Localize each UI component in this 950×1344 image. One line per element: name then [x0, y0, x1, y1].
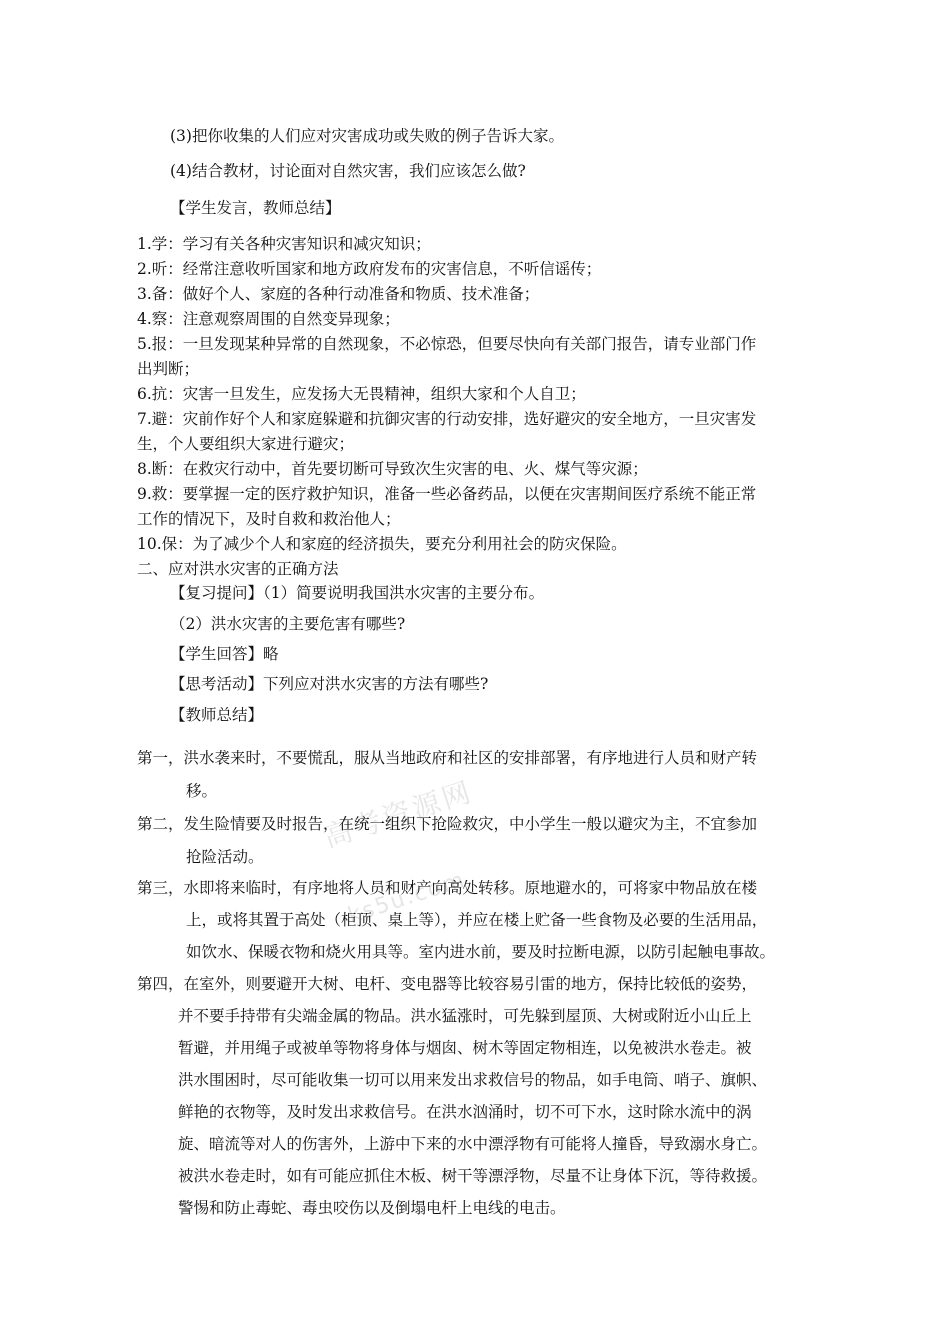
- watermark-text: 高考资源网: [319, 774, 478, 855]
- list-item-4: 4.察：注意观察周围的自然变异现象；: [137, 310, 400, 328]
- watermark-url: ks5u.com: [345, 867, 469, 929]
- point-4-cont-2: 暂避，并用绳子或被单等物将身体与烟囱、树木等固定物相连，以免被洪水卷走。被: [178, 1039, 752, 1057]
- list-item-9: 9.救：要掌握一定的医疗救护知识，准备一些必备药品，以便在灾害期间医疗系统不能正常: [137, 485, 757, 503]
- list-item-3: 3.备：做好个人、家庭的各种行动准备和物质、技术准备；: [137, 285, 540, 303]
- teacher-summary-label: 【教师总结】: [170, 706, 264, 724]
- point-4-cont-6: 被洪水卷走时，如有可能应抓住木板、树干等漂浮物，尽量不让身体下沉，等待救援。: [178, 1167, 768, 1185]
- section-label-student-teacher: 【学生发言，教师总结】: [170, 199, 341, 217]
- point-4-cont-7: 警惕和防止毒蛇、毒虫咬伤以及倒塌电杆上电线的电击。: [178, 1199, 566, 1217]
- review-question-2: （2）洪水灾害的主要危害有哪些?: [170, 615, 406, 633]
- point-4-cont-5: 旋、暗流等对人的伤害外，上游中下来的水中漂浮物有可能将人撞昏，导致溺水身亡。: [178, 1135, 768, 1153]
- point-4-cont-3: 洪水围困时，尽可能收集一切可以用来发出求救信号的物品，如手电筒、哨子、旗帜、: [178, 1071, 768, 1089]
- list-item-10: 10.保：为了减少个人和家庭的经济损失，要充分利用社会的防灾保险。: [137, 535, 627, 553]
- section-heading-flood: 二、应对洪水灾害的正确方法: [137, 560, 339, 578]
- point-4: 第四，在室外，则要避开大树、电杆、变电器等比较容易引雷的地方，保持比较低的姿势，: [137, 975, 758, 993]
- point-1: 第一，洪水袭来时，不要慌乱，服从当地政府和社区的安排部署，有序地进行人员和财产转: [137, 749, 758, 767]
- point-2-cont: 抢险活动。: [186, 848, 264, 866]
- point-4-cont-4: 鲜艳的衣物等，及时发出求救信号。在洪水汹涌时，切不可下水，这时除水流中的涡: [178, 1103, 752, 1121]
- list-item-9-cont: 工作的情况下，及时自救和救治他人；: [137, 510, 401, 528]
- point-3: 第三，水即将来临时，有序地将人员和财产向高处转移。原地避水的，可将家中物品放在楼: [137, 879, 758, 897]
- list-item-7: 7.避：灾前作好个人和家庭躲避和抗御灾害的行动安排，选好避灾的安全地方，一旦灾害发: [137, 410, 757, 428]
- list-item-8: 8.断：在救灾行动中，首先要切断可导致次生灾害的电、火、煤气等灾源；: [137, 460, 648, 478]
- point-3-cont-1: 上，或将其置于高处（柜顶、桌上等），并应在楼上贮备一些食物及必要的生活用品，: [186, 911, 768, 929]
- point-2: 第二，发生险情要及时报告，在统一组织下抢险救灾，中小学生一般以避灾为主，不宜参加: [137, 815, 758, 833]
- point-3-cont-2: 如饮水、保暖衣物和烧火用具等。室内进水前，要及时拉断电源，以防引起触电事故。: [186, 943, 776, 961]
- list-item-5: 5.报：一旦发现某种异常的自然现象，不必惊恐，但要尽快向有关部门报告，请专业部门作: [137, 335, 757, 353]
- list-item-2: 2.听：经常注意收听国家和地方政府发布的灾害信息，不听信谣传；: [137, 260, 602, 278]
- review-question-1: 【复习提问】（1）简要说明我国洪水灾害的主要分布。: [170, 584, 545, 602]
- question-4: (4)结合教材，讨论面对自然灾害，我们应该怎么做?: [170, 162, 526, 180]
- list-item-6: 6.抗：灾害一旦发生，应发扬大无畏精神，组织大家和个人自卫；: [137, 385, 586, 403]
- point-4-cont-1: 并不要手持带有尖端金属的物品。洪水猛涨时，可先躲到屋顶、大树或附近小山丘上: [178, 1007, 752, 1025]
- list-item-1: 1.学：学习有关各种灾害知识和减灾知识；: [137, 235, 431, 253]
- student-answer: 【学生回答】略: [170, 645, 279, 663]
- point-1-cont: 移。: [186, 782, 218, 800]
- question-3: (3)把你收集的人们应对灾害成功或失败的例子告诉大家。: [170, 127, 564, 145]
- list-item-7-cont: 生，个人要组织大家进行避灾；: [137, 435, 355, 453]
- list-item-5-cont: 出判断；: [137, 360, 200, 378]
- thinking-activity: 【思考活动】下列应对洪水灾害的方法有哪些?: [170, 675, 489, 693]
